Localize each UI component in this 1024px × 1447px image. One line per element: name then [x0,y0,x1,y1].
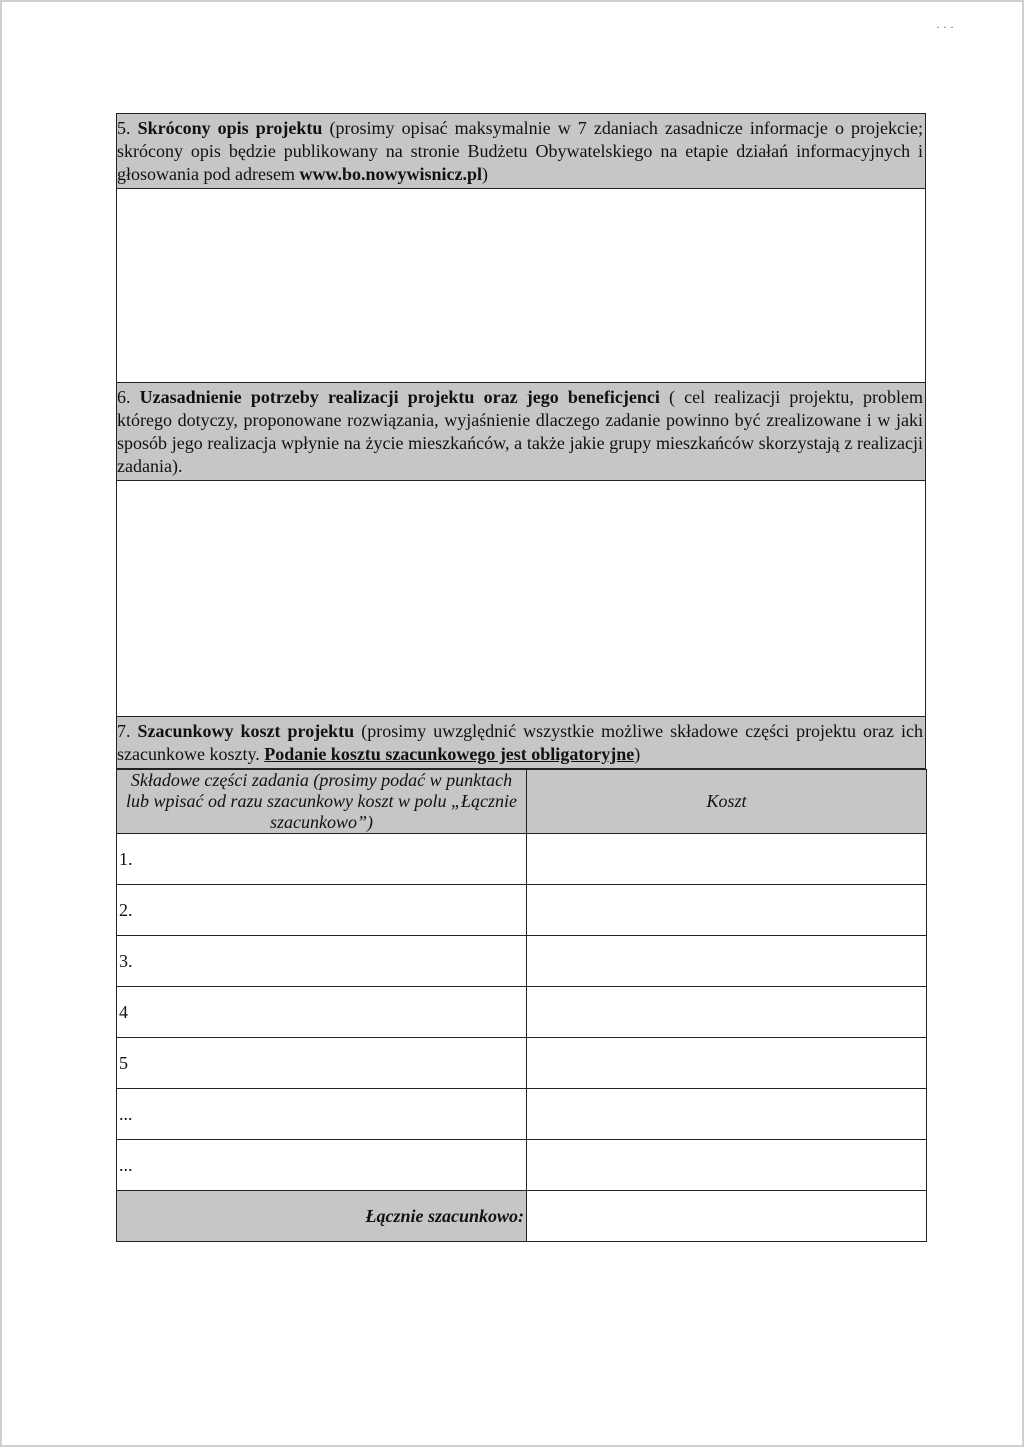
section-6-header [117,383,925,480]
cost-row-value[interactable] [527,987,927,1038]
cost-row-label[interactable]: ... [117,1089,527,1140]
section-6-title: Uzasadnienie potrzeby realizacji projektu oraz jego beneficjenci [139,387,660,407]
section-5 [116,113,926,383]
cost-row-label[interactable]: 2. [117,885,527,936]
cost-row-label[interactable]: ... [117,1140,527,1191]
cost-total-row [117,1191,927,1242]
cost-row-value[interactable] [527,1140,927,1191]
section-7-header [117,717,925,768]
cost-row [117,885,927,936]
cost-row [117,834,927,885]
cost-row-label[interactable]: 3. [117,936,527,987]
form-sheet [116,113,926,1242]
section-7-obligatory-note: Podanie kosztu szacunkowego jest obligatoryjne [264,744,635,764]
cost-table [116,769,927,1242]
section-5-close: ) [481,164,488,184]
section-5-answer-area[interactable] [117,188,925,382]
cost-row-value[interactable] [527,1038,927,1089]
section-5-url[interactable]: www.bo.nowywisnicz.pl [299,164,482,184]
section-6 [116,383,926,717]
cost-row [117,1038,927,1089]
section-5-header [117,114,925,188]
cost-row [117,936,927,987]
scan-marks: · · · [936,20,954,34]
cost-row-label[interactable]: 1. [117,834,527,885]
section-7-close: ) [634,744,641,764]
cost-column-header: Koszt [527,770,927,834]
cost-table-header [117,770,927,834]
section-7 [116,717,926,769]
cost-row [117,987,927,1038]
cost-row-value[interactable] [527,885,927,936]
section-5-text: (prosimy opisać maksymalnie w 7 zdaniach zasadnicze informacje o projekcie; skrócony opis będzie publikowany na stronie Budżetu Obywatelskiego na etapie działań informacyjnych i głosowania pod adresem [117,118,923,184]
section-6-answer-area[interactable] [117,480,925,716]
section-5-number: 5. [117,118,131,138]
total-value-field[interactable] [527,1191,927,1242]
section-7-title: Szacunkowy koszt projektu [137,721,355,741]
cost-row [117,1089,927,1140]
section-6-number: 6. [117,387,131,407]
section-6-text: ( cel realizacji projektu, problem którego dotyczy, proponowane rozwiązania, wyjaśnienie dlaczego zadanie powinno być zrealizowane i w jaki sposób jego realizacja wpłynie na życie mieszkańców, a także jakie grupy mieszkańców skorzystają z realizacji zadania). [117,387,923,476]
total-label: Łącznie szacunkowo: [117,1191,527,1242]
cost-row-value[interactable] [527,834,927,885]
cost-row-value[interactable] [527,1089,927,1140]
section-5-title: Skrócony opis projektu [137,118,323,138]
section-7-text: (prosimy uwzględnić wszystkie możliwe składowe części projektu oraz ich szacunkowe koszty. [117,721,924,764]
cost-row-label[interactable]: 5 [117,1038,527,1089]
section-7-number: 7. [117,721,131,741]
cost-row [117,1140,927,1191]
cost-row-value[interactable] [527,936,927,987]
components-column-header: Składowe części zadania (prosimy podać w punktach lub wpisać od razu szacunkowy koszt w polu „Łącznie szacunkowo”) [117,770,527,834]
cost-row-label[interactable]: 4 [117,987,527,1038]
